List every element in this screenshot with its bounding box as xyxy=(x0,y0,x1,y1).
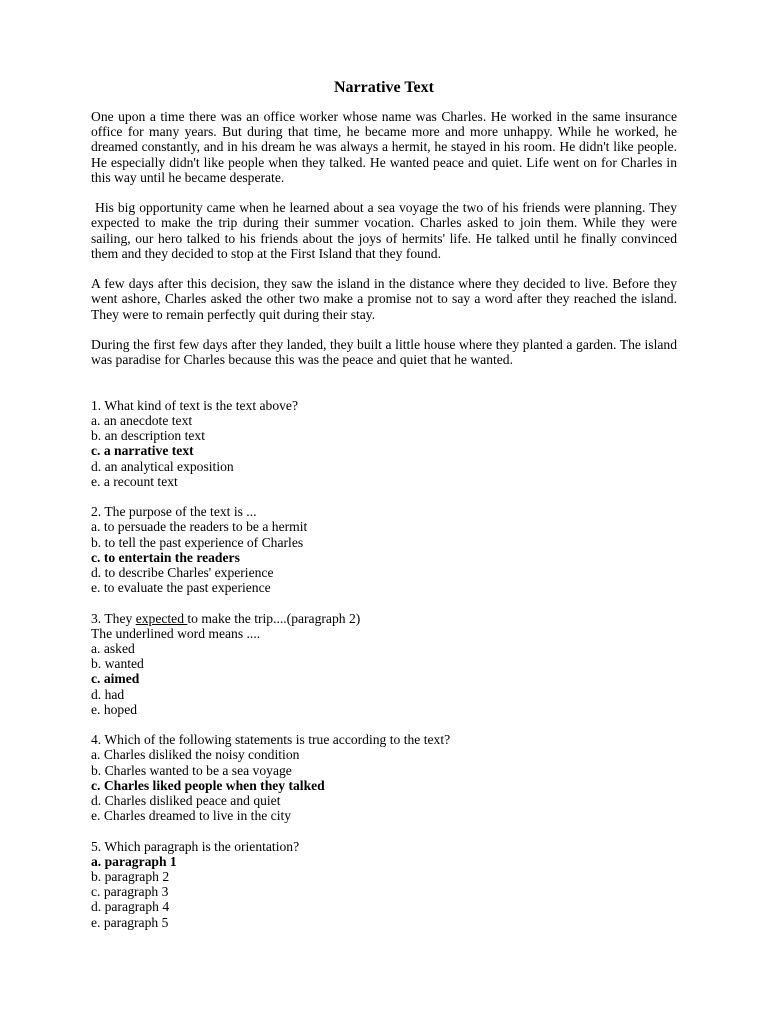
answer-option: d. to describe Charles' experience xyxy=(91,565,274,581)
answer-option: a. to persuade the readers to be a hermit xyxy=(91,519,308,535)
question-5 xyxy=(91,839,677,930)
answer-option-correct: a. paragraph 1 xyxy=(91,853,177,869)
answer-option: e. paragraph 5 xyxy=(91,914,169,930)
answer-option: d. had xyxy=(91,686,125,702)
answer-option: d. Charles disliked peace and quiet xyxy=(91,793,281,809)
question-prompt: 5. Which paragraph is the orientation? xyxy=(91,838,300,854)
document-title: Narrative Text xyxy=(334,79,434,96)
question-list xyxy=(91,398,677,930)
question-prompt: 2. The purpose of the text is ... xyxy=(91,504,257,520)
answer-option: e. to evaluate the past experience xyxy=(91,580,271,596)
answer-option: e. hoped xyxy=(91,701,138,717)
answer-option-correct: c. to entertain the readers xyxy=(91,549,240,565)
answer-option: a. Charles disliked the noisy condition xyxy=(91,747,300,763)
answer-option: b. an description text xyxy=(91,428,206,444)
question-prompt-start: 3. They xyxy=(91,610,136,626)
paragraph-4: During the first few days after they landed, they built a little house where they planted a garden. The island was paradise for Charles because this was the peace and quiet that he wanted. xyxy=(91,337,677,368)
question-prompt: 1. What kind of text is the text above? xyxy=(91,397,298,413)
question-prompt-end: to make the trip....(paragraph 2) xyxy=(187,610,361,626)
answer-option: b. wanted xyxy=(91,656,144,672)
answer-option-correct: c. a narrative text xyxy=(91,443,194,459)
answer-option: d. an analytical exposition xyxy=(91,458,234,474)
question-subprompt: The underlined word means .... xyxy=(91,625,261,641)
question-prompt: 4. Which of the following statements is true according to the text? xyxy=(91,732,451,748)
answer-option: a. an anecdote text xyxy=(91,413,193,428)
paragraph-3: A few days after this decision, they saw the island in the distance where they decided to live. Before they went ashore, Charles asked the other two make a promise not to say a word after they reached the island. They were to remain perfectly quit during their stay. xyxy=(91,276,677,322)
document-body xyxy=(91,109,677,945)
answer-option: b. to tell the past experience of Charles xyxy=(91,534,304,550)
question-4 xyxy=(91,732,677,823)
answer-option-correct: c. aimed xyxy=(91,671,140,687)
question-2 xyxy=(91,504,677,595)
answer-option: b. paragraph 2 xyxy=(91,869,170,885)
underlined-word: expected xyxy=(135,610,188,626)
paragraph-2: His big opportunity came when he learned about a sea voyage the two of his friends were planning. They expected to make the trip during their summer vocation. Charles asked to join them. While they were sailing, our hero talked to his friends about the joys of hermits' life. He talked until he finally convinced them and they decided to stop at the First Island that they found. xyxy=(91,200,677,261)
question-prompt xyxy=(91,611,677,626)
answer-option: e. Charles dreamed to live in the city xyxy=(91,808,292,824)
question-1 xyxy=(91,398,677,489)
answer-option: e. a recount text xyxy=(91,473,178,489)
paragraph-1: One upon a time there was an office worker whose name was Charles. He worked in the same insurance office for many years. But during that time, he became more and more unhappy. While he worked, he dreamed constantly, and in his dream he was always a hermit, he stayed in his room. He didn't like people. He especially didn't like people when they talked. He wanted peace and quiet. Life went on for Charles in this way until he became desperate. xyxy=(91,109,677,185)
answer-option: a. asked xyxy=(91,641,135,657)
answer-option: d. paragraph 4 xyxy=(91,899,170,915)
answer-option-correct: c. Charles liked people when they talked xyxy=(91,777,325,793)
answer-option: b. Charles wanted to be a sea voyage xyxy=(91,762,292,778)
question-3 xyxy=(91,611,677,717)
answer-option: c. paragraph 3 xyxy=(91,884,169,900)
